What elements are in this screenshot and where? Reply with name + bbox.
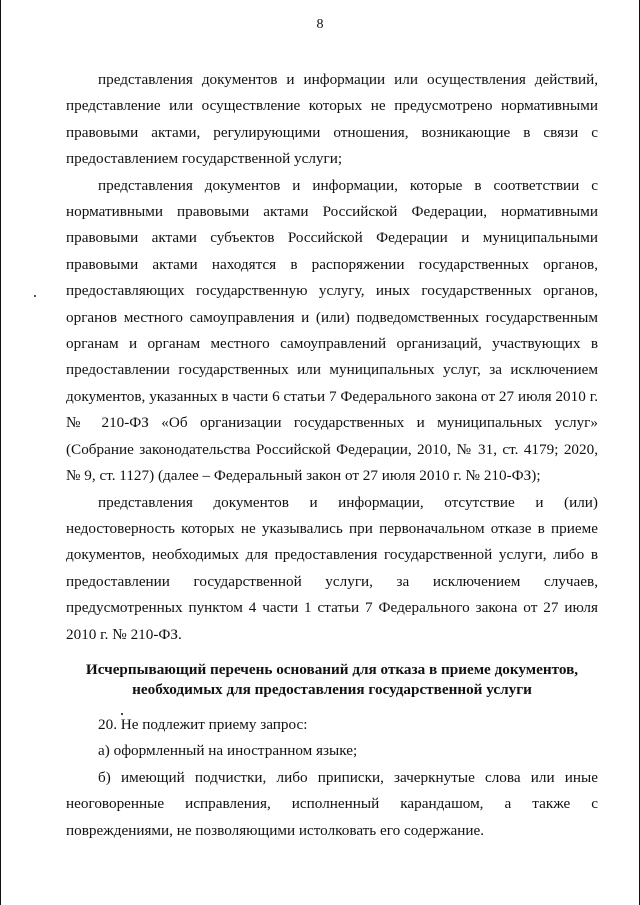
paragraph-1: представления документов и информации или осуществления действий, представление или осуществление которых не предусмотрено нормативными правовыми актами, регулирующими отношения, возникающие в связи с предоставлением государственной услуги; [66, 71, 598, 168]
scan-dot [121, 713, 123, 715]
section-heading-line-2: необходимых для предоставления государственной услуги [132, 681, 532, 698]
heading-spacer [66, 700, 598, 712]
body-text-bottom [66, 660, 598, 844]
paragraph-2: представления документов и информации, которые в соответствии с нормативными правовыми актами Российской Федерации, нормативными правовыми актами субъектов Российской Федерации и муниципальными правовыми актами находятся в распоряжении государственных органов, предоставляющих государственную услугу, иных государственных органов, органов местного самоуправления и (или) подведомственных государственным органам и органам местного самоуправлений организаций, участвующих в предоставлении государственных или муниципальных услуг, за исключением документов, указанных в части 6 статьи 7 Федерального закона от 27 июля 2010 г. № 210-ФЗ «Об организации государственных и муниципальных услуг» (Собрание законодательства Российской Федерации, 2010, № 31, ст. 4179; 2020, № 9, ст. 1127) (далее – Федеральный закон от 27 июля 2010 г. № 210-ФЗ); [66, 176, 598, 485]
item-20-a: а) оформленный на иностранном языке; [98, 742, 358, 760]
section-heading-line-1: Исчерпывающий перечень оснований для отказа в приеме документов, [85, 661, 579, 678]
item-20: 20. Не подлежит приему запрос: [98, 716, 308, 733]
item-20-b: б) имеющий подчистки, либо приписки, зачеркнутые слова или иные неоговоренные исправления, исполненный карандашом, а также с повреждениями, не позволяющими истолковать его содержание. [66, 768, 598, 839]
paragraph-3: представления документов и информации, отсутствие и (или) недостоверность которых не указывались при первоначальном отказе в приеме документов, необходимых для предоставления государственной услуги, либо в предоставлении государственной услуги, за исключением случаев, предусмотренных пунктом 4 части 1 статьи 7 Федерального закона от 27 июля 2010 г. № 210-ФЗ. [66, 493, 598, 643]
body-text-top [66, 67, 598, 648]
margin-mark [34, 295, 36, 297]
page-number: 8 [316, 17, 324, 32]
section-heading [66, 660, 598, 700]
